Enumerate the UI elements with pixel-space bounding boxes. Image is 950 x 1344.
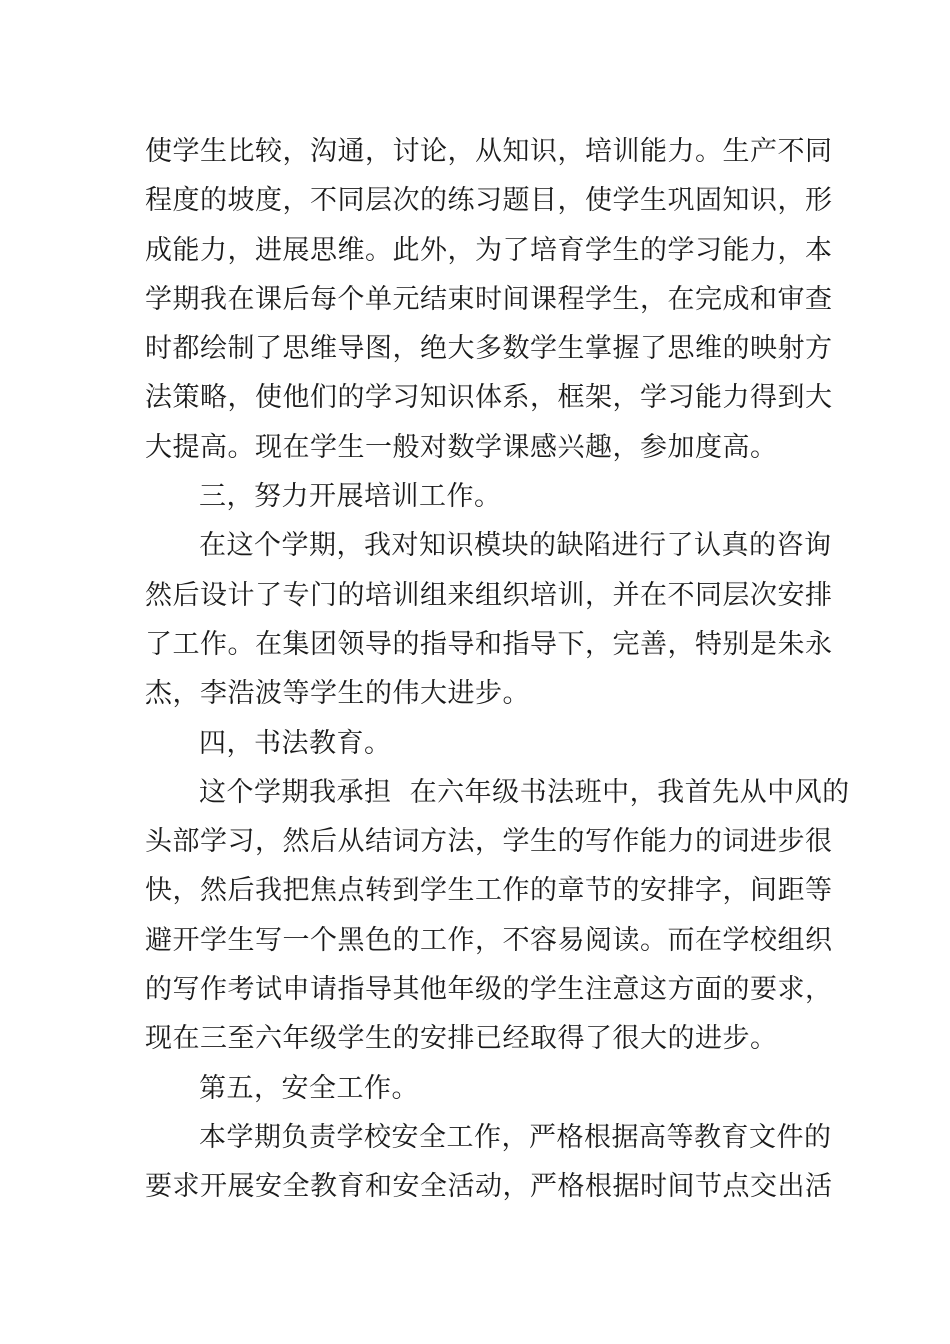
text-line: 要求开展安全教育和安全活动，严格根据时间节点交出活 [145,1171,833,1203]
text-line: 使学生比较，沟通，讨论，从知识，培训能力。生产不同 [145,136,833,167]
text-line: 程度的坡度，不同层次的练习题目，使学生巩固知识，形 [145,185,833,217]
text-line: 学期我在课后每个单元结束时间课程学生，在完成和审查 [145,283,833,315]
text-line: 然后设计了专门的培训组来组织培训，并在不同层次安排 [145,579,833,611]
paragraph-first-line: 在这个学期，我对知识模块的缺陷进行了认真的咨询 [199,530,832,562]
text-line: 了工作。在集团领导的指导和指导下，完善，特别是朱永 [145,628,833,660]
text-line: 现在三至六年级学生的安排已经取得了很大的进步。 [145,1023,778,1055]
text-line: 时都绘制了思维导图，绝大多数学生掌握了思维的映射方 [145,333,833,365]
section-heading: 第五，安全工作。 [199,1072,419,1104]
document-body [145,127,850,1212]
text-line: 头部学习，然后从结词方法，学生的写作能力的词进步很 [145,826,833,858]
text-line: 大提高。现在学生一般对数学课感兴趣，参加度高。 [145,431,778,463]
section-heading: 三，努力开展培训工作。 [199,481,502,513]
text-line: 成能力，进展思维。此外，为了培育学生的学习能力，本 [145,234,833,266]
text-line: 的写作考试申请指导其他年级的学生注意这方面的要求， [145,974,833,1006]
text-line: 法策略，使他们的学习知识体系，框架，学习能力得到大 [145,382,833,414]
text-line: 杰，李浩波等学生的伟大进步。 [145,678,530,710]
section-heading: 四，书法教育。 [199,727,392,759]
text-line: 快，然后我把焦点转到学生工作的章节的安排字，间距等 [145,875,833,907]
paragraph-first-line: 本学期负责学校安全工作，严格根据高等教育文件的 [199,1121,832,1153]
paragraph-first-line: 这个学期我承担 在六年级书法班中，我首先从中风的 [199,776,850,808]
text-line: 避开学生写一个黑色的工作，不容易阅读。而在学校组织 [145,924,833,956]
